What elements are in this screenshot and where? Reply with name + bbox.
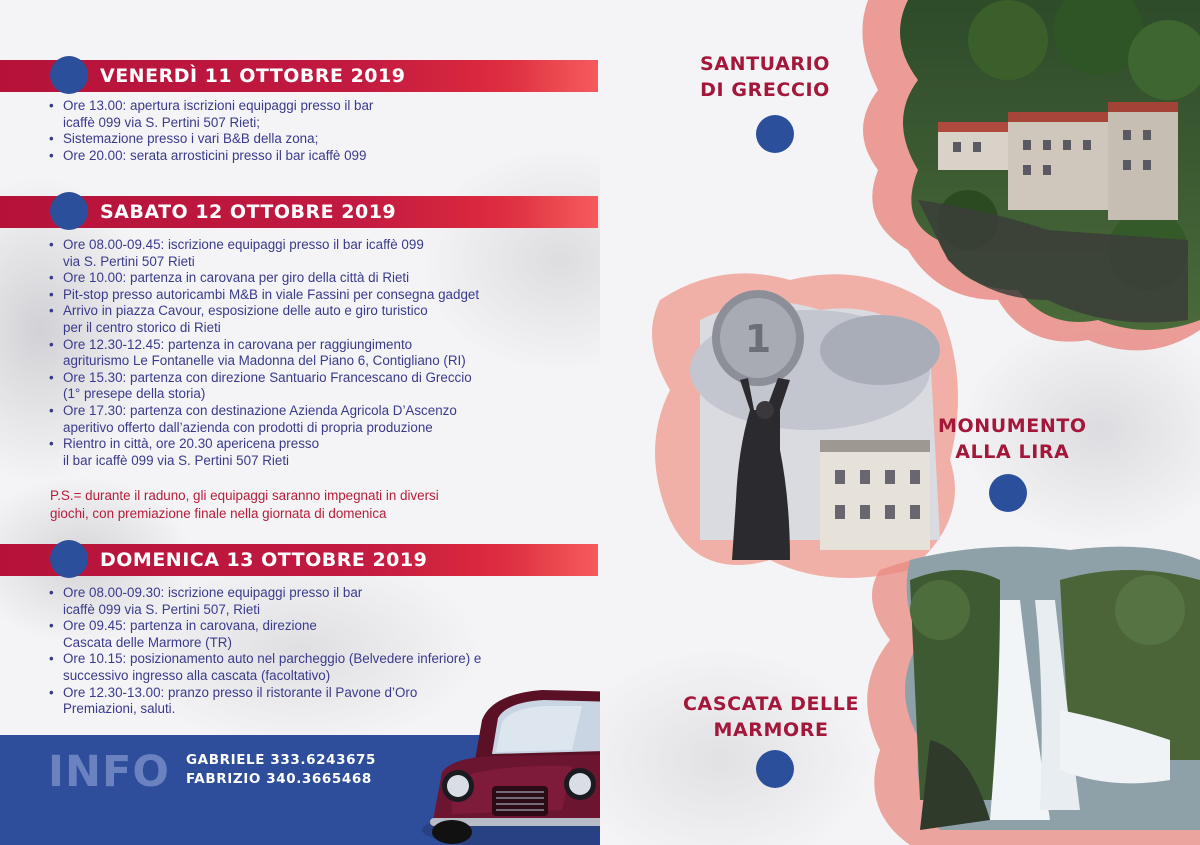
- schedule-item: [48, 148, 373, 165]
- schedule-item-line: • Ore 10.00: partenza in carovana per giro della città di Rieti: [63, 270, 410, 286]
- saturday-banner: [0, 196, 600, 228]
- friday-banner: [0, 60, 600, 92]
- schedule-item-line: aperitivo offerto dall’azienda con prodotti di propria produzione: [63, 419, 433, 435]
- citroen-2cv-car-icon: [412, 680, 600, 845]
- schedule-item: [48, 403, 479, 436]
- schedule-item: [48, 436, 479, 469]
- place-title-line: SANTUARIO: [700, 53, 831, 75]
- schedule-item-line: • Ore 13.00: apertura iscrizioni equipaggi presso il bar: [63, 98, 374, 113]
- ps-note: [50, 487, 439, 523]
- schedule-item: [48, 585, 481, 618]
- blue-dot-icon: [50, 192, 88, 230]
- saturday-list: [48, 237, 479, 469]
- blue-dot-icon: [50, 540, 88, 578]
- schedule-item: [48, 303, 479, 336]
- schedule-item-line: • Ore 08.00-09.45: iscrizione equipaggi presso il bar icaffè 099: [63, 237, 424, 252]
- schedule-item: [48, 370, 479, 403]
- schedule-item-line: • Ore 08.00-09.30: iscrizione equipaggi presso il bar: [63, 585, 363, 600]
- contact-gabriele: GABRIELE 333.6243675: [186, 752, 377, 768]
- schedule-item: [48, 270, 479, 287]
- saturday-title: SABATO 12 OTTOBRE 2019: [100, 201, 397, 223]
- place-title-line: ALLA LIRA: [955, 441, 1070, 463]
- schedule-item-line: il bar icaffè 099 via S. Pertini 507 Rieti: [63, 452, 290, 468]
- waterfall-photo: [850, 540, 1200, 845]
- schedule-item: [48, 237, 479, 270]
- place-title-lira: [938, 413, 1087, 465]
- friday-title: VENERDÌ 11 OTTOBRE 2019: [100, 65, 406, 87]
- schedule-item: [48, 337, 479, 370]
- schedule-item: [48, 618, 481, 651]
- schedule-item-line: per il centro storico di Rieti: [63, 319, 221, 335]
- blue-dot-icon: [756, 750, 794, 788]
- ps-line: P.S.= durante il raduno, gli equipaggi saranno impegnati in diversi: [50, 488, 439, 503]
- schedule-item-line: • Sistemazione presso i vari B&B della zona;: [63, 131, 319, 147]
- schedule-item-line: • Rientro in città, ore 20.30 apericena presso: [63, 436, 320, 452]
- place-title-line: MONUMENTO: [938, 415, 1087, 437]
- schedule-item-line: • Pit-stop presso autoricambi M&B in viale Fassini per consegna gadget: [63, 286, 480, 302]
- schedule-item: [48, 98, 373, 131]
- schedule-item-line: • Ore 15.30: partenza con direzione Santuario Francescano di Greccio: [63, 369, 472, 385]
- place-title-line: MARMORE: [713, 719, 829, 741]
- schedule-item: [48, 287, 479, 304]
- ps-line: giochi, con premiazione finale nella giornata di domenica: [50, 506, 387, 521]
- place-title-marmore: [683, 691, 859, 743]
- blue-dot-icon: [989, 474, 1027, 512]
- schedule-item-line: • Ore 10.15: posizionamento auto nel parcheggio (Belvedere inferiore) e: [63, 651, 482, 667]
- place-title-line: CASCATA DELLE: [683, 693, 860, 715]
- schedule-item-line: Premiazioni, saluti.: [63, 701, 176, 717]
- schedule-item-line: icaffè 099 via S. Pertini 507, Rieti: [63, 601, 261, 617]
- friday-list: [48, 98, 373, 164]
- place-title-greccio: [700, 51, 830, 103]
- schedule-item-line: • Ore 12.30-12.45: partenza in carovana per raggiungimento: [63, 336, 413, 352]
- contact-fabrizio: FABRIZIO 340.3665468: [186, 771, 372, 787]
- schedule-item-line: • Arrivo in piazza Cavour, esposizione delle auto e giro turistico: [63, 303, 428, 319]
- info-label: INFO: [48, 747, 170, 797]
- schedule-item-line: • Ore 20.00: serata arrosticini presso il bar icaffè 099: [63, 147, 367, 163]
- schedule-item-line: icaffè 099 via S. Pertini 507 Rieti;: [63, 114, 261, 130]
- schedule-item-line: via S. Pertini 507 Rieti: [63, 253, 195, 269]
- svg-text:1: 1: [744, 317, 772, 361]
- place-title-line: DI GRECCIO: [700, 79, 830, 101]
- schedule-item-line: • Ore 17.30: partenza con destinazione Azienda Agricola D’Ascenzo: [63, 402, 457, 418]
- schedule-item-line: • Ore 12.30-13.00: pranzo presso il ristorante il Pavone d’Oro: [63, 684, 418, 700]
- schedule-item-line: (1° presepe della storia): [63, 386, 206, 402]
- schedule-item-line: Cascata delle Marmore (TR): [63, 634, 232, 650]
- schedule-item: [48, 131, 373, 148]
- schedule-item-line: agriturismo Le Fontanelle via Madonna del Piano 6, Contigliano (RI): [63, 353, 466, 369]
- schedule-item-line: • Ore 09.45: partenza in carovana, direzione: [63, 618, 317, 634]
- sunday-title: DOMENICA 13 OTTOBRE 2019: [100, 549, 428, 571]
- sunday-banner: [0, 544, 600, 576]
- schedule-item-line: successivo ingresso alla cascata (facoltativo): [63, 667, 331, 683]
- blue-dot-icon: [50, 56, 88, 94]
- blue-dot-icon: [756, 115, 794, 153]
- places-panel: [600, 0, 1200, 845]
